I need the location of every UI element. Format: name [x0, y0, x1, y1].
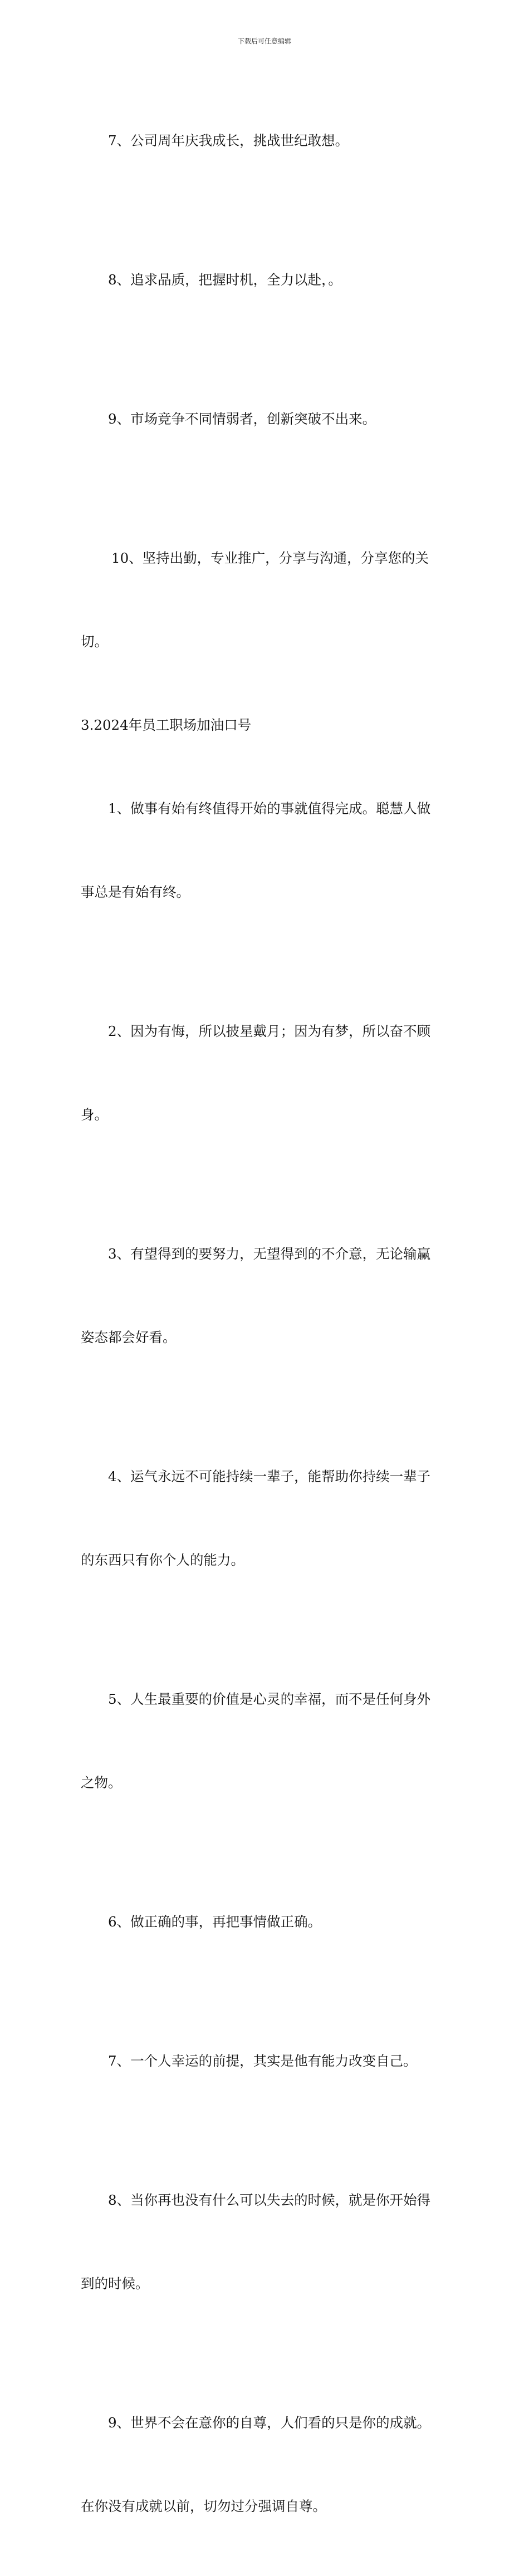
- list-item-line: 7、一个人幸运的前提，其实是他有能力改变自己。: [108, 2053, 417, 2069]
- document-body: [81, 71, 451, 2576]
- list-item-continuation: 在你没有成就以前，切勿过分强调自尊。: [81, 2498, 326, 2514]
- list-item-continuation: 姿态都会好看。: [81, 1329, 177, 1345]
- list-item-line: 1、做事有始有终值得开始的事就值得完成。聪慧人做: [108, 800, 431, 817]
- list-item-line: 5、人生最重要的价值是心灵的幸福，而不是任何身外: [108, 1691, 431, 1707]
- list-item-line: 8、当你再也没有什么可以失去的时候，就是你开始得: [108, 2192, 431, 2208]
- list-item: [81, 962, 451, 1184]
- list-item-line: 8、追求品质，把握时机，全力以赴，。: [108, 272, 342, 288]
- list-item: [81, 2131, 451, 2353]
- list-item: [81, 2353, 451, 2576]
- list-item-line: 9、世界不会在意你的自尊，人们看的只是你的成就。: [108, 2415, 431, 2431]
- section-heading: 3.2024年员工职场加油口号: [81, 717, 252, 733]
- list-item-continuation: 的东西只有你个人的能力。: [81, 1552, 244, 1568]
- list-item-line: 6、做正确的事，再把事情做正确。: [108, 1914, 322, 1930]
- list-item: [81, 739, 451, 962]
- list-item: [81, 489, 451, 711]
- list-item-continuation: 切。: [81, 633, 108, 650]
- list-item: [81, 71, 451, 210]
- list-item: [81, 1992, 451, 2131]
- list-item: [81, 1630, 451, 1852]
- list-item: [81, 210, 451, 350]
- list-item-continuation: 事总是有始有终。: [81, 884, 190, 900]
- list-item-line: 9、市场竞争不同情弱者，创新突破不出来。: [108, 411, 376, 427]
- list-item: [81, 350, 451, 489]
- list-item: [81, 1407, 451, 1630]
- list-item-continuation: 到的时候。: [81, 2275, 149, 2292]
- list-item: [81, 1184, 451, 1407]
- list-item-line: 4、运气永远不可能持续一辈子，能帮助你持续一辈子: [108, 1468, 431, 1484]
- list-item-continuation: 身。: [81, 1107, 108, 1123]
- list-item: [81, 1852, 451, 1992]
- list-item-line: 7、公司周年庆我成长，挑战世纪敢想。: [108, 132, 349, 149]
- list-item-line: 3、有望得到的要努力，无望得到的不介意，无论输赢: [108, 1246, 431, 1262]
- list-item-continuation: 之物。: [81, 1774, 122, 1791]
- page-header: 下载后可任意编辑: [237, 37, 291, 45]
- list-item-line: 10、坚持出勤，专业推广，分享与沟通，分享您的关: [111, 550, 429, 566]
- list-item-line: 2、因为有悔，所以披星戴月；因为有梦，所以奋不顾: [108, 1023, 431, 1039]
